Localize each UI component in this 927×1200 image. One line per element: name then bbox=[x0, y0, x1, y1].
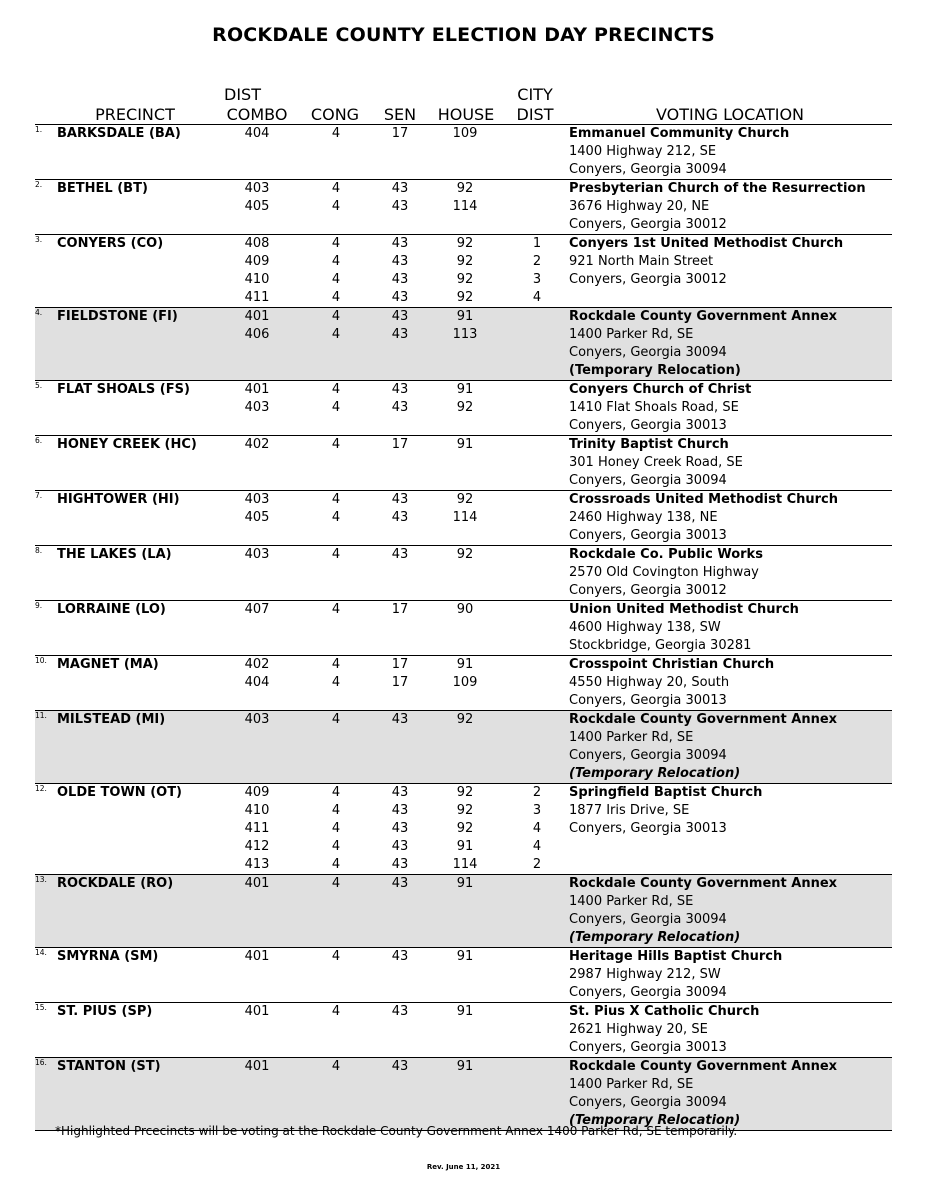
cong-value: 4 bbox=[331, 181, 341, 196]
sen-value: 17 bbox=[391, 126, 409, 141]
location-name: Conyers 1st United Methodist Church bbox=[569, 236, 844, 251]
location-address: 1400 Highway 212, SE bbox=[569, 144, 717, 159]
location-address: 2570 Old Covington Highway bbox=[569, 565, 759, 580]
location-address: Conyers, Georgia 30012 bbox=[569, 272, 727, 287]
house-value: 109 bbox=[452, 126, 478, 141]
location-address: 301 Honey Creek Road, SE bbox=[569, 455, 743, 470]
precinct-name: OLDE TOWN (OT) bbox=[57, 785, 182, 800]
sen-value: 43 bbox=[391, 785, 409, 800]
dist-combo-value: 401 bbox=[244, 1059, 270, 1074]
sen-value: 43 bbox=[391, 1004, 409, 1019]
sen-value: 43 bbox=[391, 492, 409, 507]
precinct-number: 9. bbox=[35, 601, 43, 610]
precinct-row bbox=[35, 381, 892, 436]
sen-value: 43 bbox=[391, 382, 409, 397]
house-value: 92 bbox=[456, 272, 474, 287]
precinct-name: THE LAKES (LA) bbox=[57, 547, 172, 562]
cong-value: 4 bbox=[331, 400, 341, 415]
dist-combo-value: 411 bbox=[244, 290, 270, 305]
location-name: Presbyterian Church of the Resurrection bbox=[569, 181, 866, 196]
city-dist-value: 3 bbox=[532, 803, 542, 818]
cong-value: 4 bbox=[331, 1059, 341, 1074]
precinct-row bbox=[35, 948, 892, 1003]
dist-combo-value: 405 bbox=[244, 199, 270, 214]
location-name: Rockdale County Government Annex bbox=[569, 876, 838, 891]
dist-combo-value: 401 bbox=[244, 1004, 270, 1019]
location-address: Conyers, Georgia 30094 bbox=[569, 748, 727, 763]
location-address: Conyers, Georgia 30094 bbox=[569, 345, 727, 360]
dist-combo-value: 409 bbox=[244, 785, 270, 800]
house-value: 91 bbox=[456, 1004, 474, 1019]
relocation-note: (Temporary Relocation) bbox=[569, 363, 741, 378]
house-value: 92 bbox=[456, 547, 474, 562]
cong-value: 4 bbox=[331, 126, 341, 141]
sen-value: 43 bbox=[391, 949, 409, 964]
dist-combo-value: 413 bbox=[244, 857, 270, 872]
dist-combo-value: 401 bbox=[244, 382, 270, 397]
relocation-note: (Temporary Relocation) bbox=[569, 930, 741, 945]
precinct-number: 16. bbox=[35, 1058, 47, 1067]
cong-value: 4 bbox=[331, 857, 341, 872]
location-address: 2987 Highway 212, SW bbox=[569, 967, 721, 982]
precinct-table bbox=[35, 125, 892, 1131]
precinct-number: 7. bbox=[35, 491, 43, 500]
sen-value: 43 bbox=[391, 327, 409, 342]
sen-value: 43 bbox=[391, 803, 409, 818]
sen-value: 43 bbox=[391, 1059, 409, 1074]
house-value: 91 bbox=[456, 839, 474, 854]
cong-value: 4 bbox=[331, 876, 341, 891]
city-dist-value: 4 bbox=[532, 821, 542, 836]
dist-combo-value: 408 bbox=[244, 236, 270, 251]
precinct-number: 3. bbox=[35, 235, 43, 244]
dist-combo-value: 406 bbox=[244, 327, 270, 342]
header-precinct: PRECINCT bbox=[95, 105, 175, 124]
dist-combo-value: 411 bbox=[244, 821, 270, 836]
location-address: Conyers, Georgia 30013 bbox=[569, 418, 727, 433]
city-dist-value: 2 bbox=[532, 785, 542, 800]
precinct-row bbox=[35, 1058, 892, 1131]
precinct-row bbox=[35, 546, 892, 601]
house-value: 114 bbox=[452, 857, 478, 872]
cong-value: 4 bbox=[331, 675, 341, 690]
precinct-row bbox=[35, 875, 892, 948]
location-address: 921 North Main Street bbox=[569, 254, 714, 269]
location-address: Conyers, Georgia 30012 bbox=[569, 217, 727, 232]
precinct-number: 5. bbox=[35, 381, 43, 390]
city-dist-value: 4 bbox=[532, 290, 542, 305]
house-value: 114 bbox=[452, 510, 478, 525]
location-address: Conyers, Georgia 30013 bbox=[569, 1040, 727, 1055]
location-name: Heritage Hills Baptist Church bbox=[569, 949, 783, 964]
header-cong: CONG bbox=[310, 105, 360, 124]
sen-value: 43 bbox=[391, 821, 409, 836]
header-city-line2: DIST bbox=[516, 105, 554, 124]
dist-combo-value: 403 bbox=[244, 547, 270, 562]
cong-value: 4 bbox=[331, 821, 341, 836]
house-value: 91 bbox=[456, 876, 474, 891]
header-voting-location: VOTING LOCATION bbox=[655, 105, 805, 124]
header-dist-line2: COMBO bbox=[226, 105, 288, 124]
house-value: 91 bbox=[456, 309, 474, 324]
location-address: 4600 Highway 138, SW bbox=[569, 620, 721, 635]
location-name: Rockdale County Government Annex bbox=[569, 309, 838, 324]
sen-value: 43 bbox=[391, 857, 409, 872]
city-dist-value: 2 bbox=[532, 254, 542, 269]
precinct-name: MILSTEAD (MI) bbox=[57, 712, 166, 727]
precinct-name: HIGHTOWER (HI) bbox=[57, 492, 180, 507]
precinct-row bbox=[35, 491, 892, 546]
location-address: 1410 Flat Shoals Road, SE bbox=[569, 400, 739, 415]
cong-value: 4 bbox=[331, 309, 341, 324]
sen-value: 43 bbox=[391, 839, 409, 854]
location-name: Conyers Church of Christ bbox=[569, 382, 752, 397]
sen-value: 43 bbox=[391, 272, 409, 287]
dist-combo-value: 412 bbox=[244, 839, 270, 854]
house-value: 90 bbox=[456, 602, 474, 617]
precinct-row bbox=[35, 601, 892, 656]
precinct-row bbox=[35, 784, 892, 875]
precinct-row bbox=[35, 125, 892, 180]
dist-combo-value: 403 bbox=[244, 181, 270, 196]
precinct-name: BETHEL (BT) bbox=[57, 181, 148, 196]
precinct-name: ROCKDALE (RO) bbox=[57, 876, 174, 891]
cong-value: 4 bbox=[331, 199, 341, 214]
house-value: 91 bbox=[456, 437, 474, 452]
cong-value: 4 bbox=[331, 272, 341, 287]
cong-value: 4 bbox=[331, 712, 341, 727]
sen-value: 43 bbox=[391, 290, 409, 305]
house-value: 92 bbox=[456, 712, 474, 727]
cong-value: 4 bbox=[331, 510, 341, 525]
cong-value: 4 bbox=[331, 437, 341, 452]
precinct-number: 12. bbox=[35, 784, 47, 793]
sen-value: 43 bbox=[391, 876, 409, 891]
dist-combo-value: 403 bbox=[244, 712, 270, 727]
house-value: 92 bbox=[456, 400, 474, 415]
precinct-number: 2. bbox=[35, 180, 43, 189]
precinct-name: LORRAINE (LO) bbox=[57, 602, 166, 617]
cong-value: 4 bbox=[331, 949, 341, 964]
location-address: Conyers, Georgia 30094 bbox=[569, 162, 727, 177]
cong-value: 4 bbox=[331, 839, 341, 854]
city-dist-value: 2 bbox=[532, 857, 542, 872]
precinct-name: BARKSDALE (BA) bbox=[57, 126, 181, 141]
dist-combo-value: 403 bbox=[244, 400, 270, 415]
dist-combo-value: 410 bbox=[244, 803, 270, 818]
house-value: 92 bbox=[456, 492, 474, 507]
sen-value: 43 bbox=[391, 309, 409, 324]
sen-value: 43 bbox=[391, 199, 409, 214]
precinct-name: HONEY CREEK (HC) bbox=[57, 437, 197, 452]
header-dist-line1: DIST bbox=[224, 85, 261, 104]
house-value: 91 bbox=[456, 657, 474, 672]
cong-value: 4 bbox=[331, 785, 341, 800]
precinct-number: 1. bbox=[35, 125, 43, 134]
location-name: Crosspoint Christian Church bbox=[569, 657, 775, 672]
sen-value: 17 bbox=[391, 657, 409, 672]
cong-value: 4 bbox=[331, 602, 341, 617]
precinct-row bbox=[35, 308, 892, 381]
sen-value: 43 bbox=[391, 181, 409, 196]
dist-combo-value: 405 bbox=[244, 510, 270, 525]
dist-combo-value: 401 bbox=[244, 309, 270, 324]
precinct-name: FLAT SHOALS (FS) bbox=[57, 382, 190, 397]
precinct-row bbox=[35, 1003, 892, 1058]
header-house: HOUSE bbox=[437, 105, 495, 124]
house-value: 92 bbox=[456, 290, 474, 305]
cong-value: 4 bbox=[331, 382, 341, 397]
page-title: ROCKDALE COUNTY ELECTION DAY PRECINCTS bbox=[212, 24, 715, 46]
location-address: 2460 Highway 138, NE bbox=[569, 510, 718, 525]
sen-value: 17 bbox=[391, 437, 409, 452]
precinct-number: 14. bbox=[35, 948, 47, 957]
relocation-note: (Temporary Relocation) bbox=[569, 1113, 741, 1128]
house-value: 91 bbox=[456, 949, 474, 964]
location-address: 3676 Highway 20, NE bbox=[569, 199, 710, 214]
footnote: *Highlighted Prcecincts will be voting at the Rockdale County Government Annex 1400 Parker Rd, SE temporarily. bbox=[55, 1124, 738, 1138]
location-name: Rockdale Co. Public Works bbox=[569, 547, 763, 562]
city-dist-value: 3 bbox=[532, 272, 542, 287]
location-name: St. Pius X Catholic Church bbox=[569, 1004, 760, 1019]
location-address: Conyers, Georgia 30013 bbox=[569, 821, 727, 836]
location-address: 1400 Parker Rd, SE bbox=[569, 327, 694, 342]
location-address: Conyers, Georgia 30013 bbox=[569, 693, 727, 708]
house-value: 91 bbox=[456, 1059, 474, 1074]
precinct-number: 15. bbox=[35, 1003, 47, 1012]
location-address: Stockbridge, Georgia 30281 bbox=[569, 638, 752, 653]
relocation-note: (Temporary Relocation) bbox=[569, 766, 741, 781]
sen-value: 43 bbox=[391, 254, 409, 269]
precinct-name: ST. PIUS (SP) bbox=[57, 1004, 153, 1019]
cong-value: 4 bbox=[331, 254, 341, 269]
city-dist-value: 4 bbox=[532, 839, 542, 854]
location-name: Rockdale County Government Annex bbox=[569, 712, 838, 727]
precinct-row bbox=[35, 656, 892, 711]
location-address: Conyers, Georgia 30013 bbox=[569, 528, 727, 543]
cong-value: 4 bbox=[331, 657, 341, 672]
location-address: Conyers, Georgia 30012 bbox=[569, 583, 727, 598]
sen-value: 17 bbox=[391, 675, 409, 690]
house-value: 92 bbox=[456, 254, 474, 269]
precinct-number: 13. bbox=[35, 875, 47, 884]
house-value: 109 bbox=[452, 675, 478, 690]
location-name: Emmanuel Community Church bbox=[569, 126, 790, 141]
precinct-name: SMYRNA (SM) bbox=[57, 949, 159, 964]
cong-value: 4 bbox=[331, 1004, 341, 1019]
cong-value: 4 bbox=[331, 547, 341, 562]
location-name: Springfield Baptist Church bbox=[569, 785, 763, 800]
location-name: Rockdale County Government Annex bbox=[569, 1059, 838, 1074]
house-value: 92 bbox=[456, 236, 474, 251]
precinct-number: 6. bbox=[35, 436, 43, 445]
precinct-row bbox=[35, 180, 892, 235]
house-value: 113 bbox=[452, 327, 478, 342]
location-name: Crossroads United Methodist Church bbox=[569, 492, 838, 507]
sen-value: 43 bbox=[391, 400, 409, 415]
revision-date: Rev. June 11, 2021 bbox=[426, 1163, 501, 1171]
location-address: 1400 Parker Rd, SE bbox=[569, 894, 694, 909]
precinct-name: FIELDSTONE (FI) bbox=[57, 309, 178, 324]
cong-value: 4 bbox=[331, 803, 341, 818]
precinct-number: 10. bbox=[35, 656, 47, 665]
dist-combo-value: 409 bbox=[244, 254, 270, 269]
precinct-name: MAGNET (MA) bbox=[57, 657, 159, 672]
dist-combo-value: 402 bbox=[244, 657, 270, 672]
header-city-line1: CITY bbox=[517, 85, 553, 104]
house-value: 92 bbox=[456, 803, 474, 818]
location-address: Conyers, Georgia 30094 bbox=[569, 912, 727, 927]
location-name: Trinity Baptist Church bbox=[569, 437, 729, 452]
house-value: 92 bbox=[456, 181, 474, 196]
location-name: Union United Methodist Church bbox=[569, 602, 799, 617]
sen-value: 17 bbox=[391, 602, 409, 617]
precinct-row bbox=[35, 436, 892, 491]
location-address: 1400 Parker Rd, SE bbox=[569, 730, 694, 745]
location-address: Conyers, Georgia 30094 bbox=[569, 473, 727, 488]
location-address: 2621 Highway 20, SE bbox=[569, 1022, 708, 1037]
location-address: 1400 Parker Rd, SE bbox=[569, 1077, 694, 1092]
precinct-row bbox=[35, 711, 892, 784]
cong-value: 4 bbox=[331, 236, 341, 251]
house-value: 92 bbox=[456, 821, 474, 836]
location-address: 4550 Highway 20, South bbox=[569, 675, 730, 690]
precinct-row bbox=[35, 235, 892, 308]
precinct-name: STANTON (ST) bbox=[57, 1059, 161, 1074]
dist-combo-value: 410 bbox=[244, 272, 270, 287]
precinct-name: CONYERS (CO) bbox=[57, 236, 164, 251]
house-value: 92 bbox=[456, 785, 474, 800]
dist-combo-value: 404 bbox=[244, 126, 270, 141]
sen-value: 43 bbox=[391, 712, 409, 727]
house-value: 91 bbox=[456, 382, 474, 397]
dist-combo-value: 407 bbox=[244, 602, 270, 617]
cong-value: 4 bbox=[331, 327, 341, 342]
location-address: 1877 Iris Drive, SE bbox=[569, 803, 690, 818]
location-address: Conyers, Georgia 30094 bbox=[569, 985, 727, 1000]
header-sen: SEN bbox=[383, 105, 417, 124]
cong-value: 4 bbox=[331, 290, 341, 305]
sen-value: 43 bbox=[391, 510, 409, 525]
sen-value: 43 bbox=[391, 236, 409, 251]
city-dist-value: 1 bbox=[532, 236, 542, 251]
dist-combo-value: 401 bbox=[244, 949, 270, 964]
house-value: 114 bbox=[452, 199, 478, 214]
sen-value: 43 bbox=[391, 547, 409, 562]
dist-combo-value: 404 bbox=[244, 675, 270, 690]
precinct-number: 11. bbox=[35, 711, 47, 720]
precinct-number: 8. bbox=[35, 546, 43, 555]
precinct-number: 4. bbox=[35, 308, 43, 317]
dist-combo-value: 402 bbox=[244, 437, 270, 452]
cong-value: 4 bbox=[331, 492, 341, 507]
location-address: Conyers, Georgia 30094 bbox=[569, 1095, 727, 1110]
dist-combo-value: 403 bbox=[244, 492, 270, 507]
dist-combo-value: 401 bbox=[244, 876, 270, 891]
